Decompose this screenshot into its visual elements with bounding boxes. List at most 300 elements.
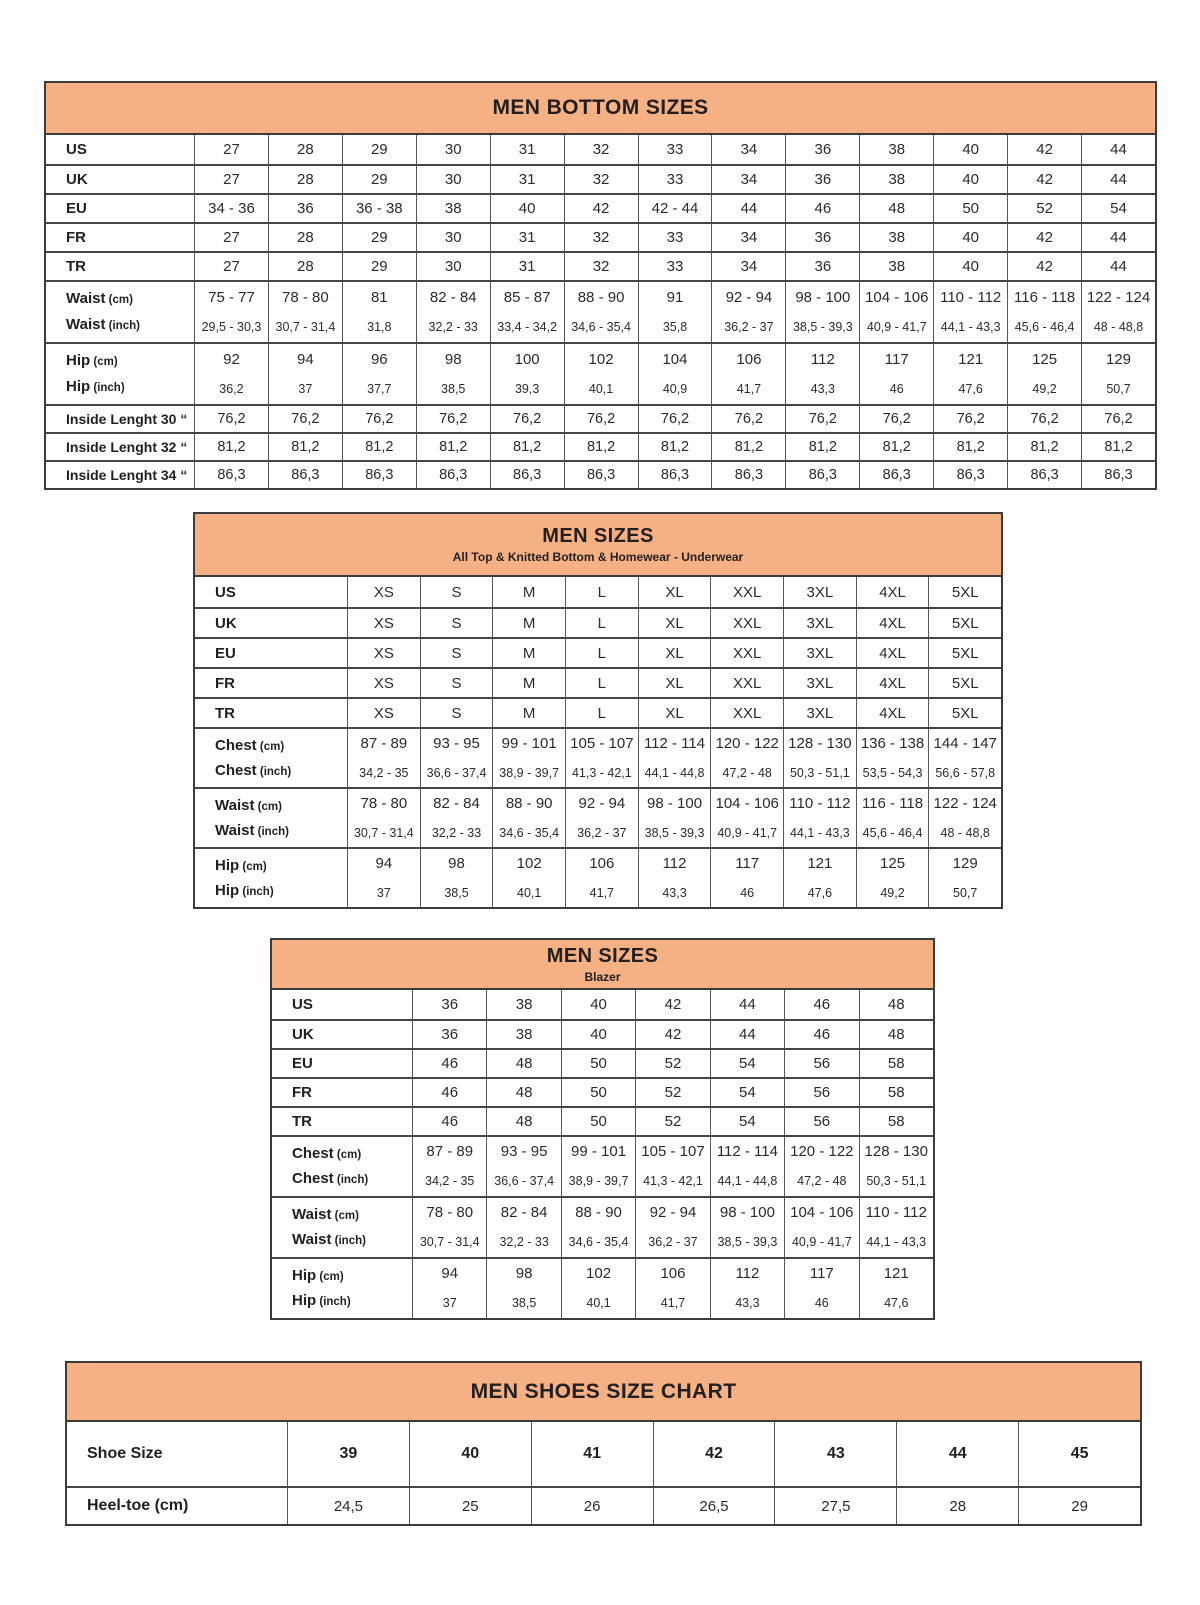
table-cell: 44	[896, 1422, 1018, 1486]
row-label-text: Inside Lenght 32 “	[66, 439, 188, 455]
table-row	[46, 460, 1155, 488]
value-cm: 112 - 114	[643, 735, 706, 752]
row-label-text: UK	[66, 171, 88, 188]
table-cell: XS	[347, 577, 420, 607]
table-row	[46, 222, 1155, 251]
value-inch: 43,3	[735, 1296, 760, 1311]
table-cell	[785, 282, 859, 342]
table-cell	[710, 849, 783, 907]
value-inch: 48 - 48,8	[940, 825, 990, 840]
row-label-line	[66, 316, 140, 334]
value-cm: 128 - 130	[864, 1143, 928, 1161]
table-cell: 38	[859, 135, 933, 164]
table-cell: S	[420, 609, 493, 637]
table-cell	[859, 282, 933, 342]
table-cell: S	[420, 577, 493, 607]
table-cell: 4XL	[856, 669, 929, 697]
table-cell	[486, 1259, 560, 1318]
value-cm: 82 - 84	[429, 288, 477, 306]
table-cell	[859, 344, 933, 404]
value-inch: 47,6	[807, 885, 833, 900]
table-cell: XL	[638, 669, 711, 697]
row-label	[67, 1488, 287, 1524]
table-cell: 42	[1007, 135, 1081, 164]
row-label	[195, 789, 347, 847]
row-label-text: TR	[66, 258, 86, 275]
value-inch: 38,5 - 39,3	[644, 825, 705, 840]
row-label-unit: (cm)	[254, 800, 282, 813]
table-cell	[638, 729, 711, 787]
table-body	[272, 990, 933, 1318]
value-inch: 44,1 - 43,3	[866, 1235, 927, 1250]
table-cell	[928, 729, 1001, 787]
value-cm: 106	[660, 1265, 686, 1283]
row-label-text: Waist	[215, 796, 255, 814]
table-cell: 40	[561, 1021, 635, 1048]
table-cell: 31	[490, 135, 564, 164]
table-cell: 48	[486, 1050, 560, 1077]
table-cell: XXL	[710, 639, 783, 667]
table-cell	[194, 282, 268, 342]
table-cell: 36	[412, 990, 486, 1019]
value-inch: 34,6 - 35,4	[499, 825, 560, 840]
table-row	[67, 1486, 1140, 1524]
table-row	[272, 1048, 933, 1077]
row-label-unit: (inch)	[316, 1296, 351, 1309]
table-cell: 38	[416, 195, 490, 222]
value-inch: 34,2 - 35	[425, 1174, 475, 1189]
table-cell: 48	[859, 990, 933, 1019]
value-inch: 38,5	[441, 382, 466, 396]
value-inch: 38,9 - 39,7	[499, 765, 560, 780]
table-cell	[635, 1137, 709, 1196]
table-cell: 28	[268, 224, 342, 251]
table-cell: 44	[1081, 135, 1155, 164]
row-label-unit: (cm)	[105, 294, 133, 306]
value-inch: 41,3 - 42,1	[571, 765, 632, 780]
row-label	[272, 1021, 412, 1048]
value-cm: 102	[588, 350, 614, 368]
row-label-unit: (cm)	[90, 356, 118, 368]
table-row	[46, 342, 1155, 404]
value-cm: 88 - 90	[575, 1204, 622, 1222]
table-cell: 34	[711, 253, 785, 280]
value-inch: 36,2 - 37	[577, 825, 627, 840]
row-label-text: FR	[66, 229, 86, 246]
table-cell: 33	[638, 166, 712, 193]
table-cell: 27	[194, 224, 268, 251]
row-label	[46, 282, 194, 342]
row-label-text: US	[215, 583, 236, 601]
value-cm: 99 - 101	[501, 735, 557, 752]
value-inch: 30,7 - 31,4	[353, 825, 414, 840]
value-inch: 40,9 - 41,7	[717, 825, 778, 840]
table-cell	[342, 282, 416, 342]
table-cell: 54	[710, 1079, 784, 1106]
table-cell: 48	[486, 1079, 560, 1106]
row-label-text: Waist	[66, 316, 106, 333]
value-cm: 112 - 114	[716, 1143, 778, 1161]
row-label	[195, 639, 347, 667]
table-cell: 54	[710, 1108, 784, 1135]
value-inch: 43,3	[810, 382, 835, 396]
value-inch: 47,6	[958, 382, 983, 396]
table-cell: 43	[774, 1422, 896, 1486]
value-cm: 78 - 80	[360, 795, 408, 812]
row-label-text: UK	[215, 614, 237, 632]
row-label-unit: (inch)	[256, 765, 292, 778]
table-cell: 27	[194, 253, 268, 280]
table-cell: 40	[490, 195, 564, 222]
table-cell	[859, 1137, 933, 1196]
table-row	[272, 1106, 933, 1135]
value-inch: 38,5 - 39,3	[792, 320, 853, 334]
table-row	[46, 164, 1155, 193]
table-body	[46, 135, 1155, 488]
row-label	[272, 1198, 412, 1257]
row-label-line	[215, 822, 289, 840]
table-cell: 54	[710, 1050, 784, 1077]
row-label	[195, 669, 347, 697]
value-cm: 98 - 100	[647, 795, 703, 812]
value-cm: 112	[810, 350, 835, 368]
row-label-line	[292, 1292, 351, 1310]
table-title: MEN SIZES	[542, 525, 654, 547]
table-row	[272, 1077, 933, 1106]
value-inch: 53,5 - 54,3	[862, 765, 923, 780]
value-inch: 41,7	[589, 885, 615, 900]
row-label	[272, 1108, 412, 1135]
value-inch: 45,6 - 46,4	[1014, 320, 1075, 334]
value-cm: 104 - 106	[790, 1204, 854, 1222]
value-inch: 36,2 - 37	[724, 320, 774, 334]
value-inch: 44,1 - 43,3	[940, 320, 1001, 334]
value-cm: 136 - 138	[860, 735, 925, 752]
value-inch: 40,1	[586, 1296, 611, 1311]
table-cell: 29	[342, 135, 416, 164]
value-inch: 46	[814, 1296, 829, 1311]
row-label-text: Hip	[215, 881, 240, 899]
table-cell	[412, 1259, 486, 1318]
table-cell: 50	[561, 1108, 635, 1135]
value-cm: 94	[441, 1265, 459, 1283]
value-inch: 35,8	[662, 320, 688, 334]
row-label-text: FR	[292, 1084, 312, 1101]
table-cell: 58	[859, 1108, 933, 1135]
table-cell: 29	[342, 253, 416, 280]
table-cell: 76,2	[711, 406, 785, 432]
table-cell: 30	[416, 166, 490, 193]
row-label-line	[66, 290, 133, 308]
value-inch: 38,5 - 39,3	[717, 1235, 778, 1250]
table-cell: 5XL	[928, 669, 1001, 697]
value-cm: 117	[735, 855, 760, 872]
table-cell	[490, 282, 564, 342]
table-cell	[420, 849, 493, 907]
table-cell: 81,2	[268, 434, 342, 460]
table-cell: 81,2	[859, 434, 933, 460]
value-inch: 37	[376, 885, 391, 900]
table-cell: 30	[416, 253, 490, 280]
value-inch: 32,2 - 33	[428, 320, 478, 334]
table-row	[46, 432, 1155, 460]
table-cell: XS	[347, 639, 420, 667]
row-label-unit: (cm)	[331, 1209, 359, 1222]
table-cell: 42	[564, 195, 638, 222]
row-label	[272, 1050, 412, 1077]
table-cell	[783, 789, 856, 847]
table-cell: 76,2	[859, 406, 933, 432]
table-cell: S	[420, 669, 493, 697]
table-cell: 86,3	[711, 462, 785, 488]
row-label-text: EU	[66, 200, 87, 217]
table-cell: 36	[785, 166, 859, 193]
value-inch: 36,2	[219, 382, 244, 396]
value-cm: 93 - 95	[433, 735, 480, 752]
table-cell	[856, 789, 929, 847]
value-cm: 98 - 100	[795, 288, 851, 306]
table-cell: 42	[635, 1021, 709, 1048]
row-label	[67, 1422, 287, 1486]
table-cell: 76,2	[638, 406, 712, 432]
table-cell: 36	[785, 224, 859, 251]
table-cell: 4XL	[856, 577, 929, 607]
table-cell: 42 - 44	[638, 195, 712, 222]
value-inch: 37,7	[367, 382, 392, 396]
table-cell	[785, 344, 859, 404]
value-inch: 43,3	[662, 885, 687, 900]
value-cm: 82 - 84	[433, 795, 480, 812]
table-cell: 86,3	[194, 462, 268, 488]
value-cm: 125	[880, 855, 906, 872]
table-cell	[268, 282, 342, 342]
row-label	[46, 195, 194, 222]
row-label-unit: (cm)	[256, 740, 285, 753]
table-cell: 81,2	[638, 434, 712, 460]
value-inch: 36,6 - 37,4	[426, 765, 487, 780]
value-cm: 144 - 147	[933, 735, 997, 752]
table-cell: 29	[1018, 1488, 1140, 1524]
value-inch: 47,6	[884, 1296, 909, 1311]
value-inch: 36,6 - 37,4	[494, 1174, 555, 1189]
table-cell: 44	[1081, 224, 1155, 251]
table-cell: 34	[711, 224, 785, 251]
table-title: MEN SIZES	[546, 944, 659, 967]
table-cell: 36 - 38	[342, 195, 416, 222]
table-cell	[342, 344, 416, 404]
table-cell: 30	[416, 224, 490, 251]
value-inch: 40,9 - 41,7	[866, 320, 927, 334]
table-cell: 86,3	[268, 462, 342, 488]
value-inch: 40,9 - 41,7	[791, 1235, 852, 1250]
table-cell: M	[492, 577, 565, 607]
value-inch: 48 - 48,8	[1093, 320, 1144, 334]
table-cell	[561, 1137, 635, 1196]
row-label	[46, 462, 194, 488]
table-cell: 34	[711, 166, 785, 193]
row-label-unit: (cm)	[333, 1148, 362, 1161]
table-title: MEN SHOES SIZE CHART	[470, 1379, 737, 1403]
table-cell: 32	[564, 224, 638, 251]
table-cell: 52	[635, 1108, 709, 1135]
table-cell: 56	[784, 1079, 858, 1106]
value-inch: 44,1 - 43,3	[789, 825, 850, 840]
value-cm: 98	[515, 1265, 533, 1283]
table-row	[272, 990, 933, 1019]
value-inch: 46	[889, 382, 904, 396]
table-cell: 81,2	[1007, 434, 1081, 460]
value-cm: 112	[662, 855, 687, 872]
row-label	[195, 609, 347, 637]
row-label	[195, 729, 347, 787]
table-cell: 36	[785, 253, 859, 280]
table-cell: 27	[194, 135, 268, 164]
table-cell: 44	[711, 195, 785, 222]
value-cm: 110 - 112	[789, 795, 851, 812]
table-cell: 30	[416, 135, 490, 164]
row-label-text: Chest	[292, 1170, 334, 1188]
table-cell: 26,5	[653, 1488, 775, 1524]
table-cell: M	[492, 699, 565, 727]
table-cell: 40	[561, 990, 635, 1019]
table-cell: 76,2	[933, 406, 1007, 432]
value-cm: 98 - 100	[719, 1204, 775, 1222]
table-cell: 56	[784, 1050, 858, 1077]
table-cell: 3XL	[783, 639, 856, 667]
table-cell: 5XL	[928, 639, 1001, 667]
row-label-line	[215, 762, 291, 780]
value-inch: 32,2 - 33	[431, 825, 482, 840]
table-cell: 29	[342, 166, 416, 193]
table-cell: 86,3	[342, 462, 416, 488]
row-label-text: Chest	[292, 1144, 334, 1162]
table-cell: L	[565, 639, 638, 667]
table-cell	[638, 789, 711, 847]
table-cell	[565, 789, 638, 847]
table-cell: 36	[412, 1021, 486, 1048]
row-label-text: Inside Lenght 30 “	[66, 411, 188, 427]
table-cell: XL	[638, 699, 711, 727]
table-cell	[268, 344, 342, 404]
men-top-sizes-table	[193, 512, 1003, 909]
row-label-unit: (inch)	[239, 885, 274, 898]
row-label-text: Waist	[292, 1231, 332, 1249]
men-blazer-sizes-table	[270, 938, 935, 1320]
table-cell	[710, 1259, 784, 1318]
value-cm: 81	[370, 288, 388, 306]
table-cell: 36	[268, 195, 342, 222]
row-label-text: US	[292, 996, 313, 1013]
table-cell: 28	[268, 135, 342, 164]
table-cell	[347, 849, 420, 907]
table-cell: 86,3	[859, 462, 933, 488]
table-cell: 36	[785, 135, 859, 164]
table-header	[46, 83, 1155, 135]
value-inch: 41,7	[736, 382, 762, 396]
table-cell	[565, 849, 638, 907]
value-inch: 31,8	[367, 320, 392, 334]
table-cell: M	[492, 639, 565, 667]
value-inch: 37	[442, 1296, 457, 1311]
table-cell: 38	[859, 253, 933, 280]
table-body	[195, 577, 1001, 907]
table-cell: 4XL	[856, 609, 929, 637]
table-cell: 76,2	[416, 406, 490, 432]
row-label-text: EU	[215, 644, 236, 662]
table-cell: 86,3	[785, 462, 859, 488]
table-row	[195, 697, 1001, 727]
table-cell	[928, 849, 1001, 907]
value-cm: 105 - 107	[641, 1143, 705, 1161]
table-cell	[783, 729, 856, 787]
table-cell: 5XL	[928, 699, 1001, 727]
row-label-line	[215, 857, 267, 875]
table-header	[272, 940, 933, 990]
value-inch: 50,7	[953, 885, 978, 900]
value-cm: 94	[375, 855, 393, 872]
table-cell: 76,2	[194, 406, 268, 432]
table-cell: 33	[638, 253, 712, 280]
value-inch: 47,2 - 48	[722, 765, 772, 780]
table-cell	[638, 282, 712, 342]
table-cell: 50	[561, 1050, 635, 1077]
row-label	[272, 1079, 412, 1106]
value-inch: 41,3 - 42,1	[643, 1174, 703, 1189]
table-cell	[416, 344, 490, 404]
table-cell	[784, 1137, 858, 1196]
table-cell: 39	[287, 1422, 409, 1486]
table-cell: 50	[561, 1079, 635, 1106]
table-cell: 40	[409, 1422, 531, 1486]
table-cell: 41	[531, 1422, 653, 1486]
value-inch: 40,9	[662, 382, 688, 396]
table-row	[195, 847, 1001, 907]
table-cell	[565, 729, 638, 787]
table-cell: 58	[859, 1079, 933, 1106]
value-inch: 36,2 - 37	[648, 1235, 698, 1250]
value-cm: 125	[1032, 350, 1058, 368]
table-cell	[486, 1198, 560, 1257]
table-cell: 86,3	[490, 462, 564, 488]
table-cell: 32	[564, 135, 638, 164]
table-cell: 81,2	[1081, 434, 1155, 460]
value-inch: 44,1 - 44,8	[644, 765, 705, 780]
value-inch: 29,5 - 30,3	[201, 320, 262, 334]
table-cell: 42	[1007, 166, 1081, 193]
value-cm: 99 - 101	[571, 1143, 627, 1161]
table-cell: L	[565, 609, 638, 637]
table-cell	[416, 282, 490, 342]
value-cm: 122 - 124	[933, 795, 997, 812]
table-cell: 32	[564, 253, 638, 280]
table-cell: 81,2	[342, 434, 416, 460]
table-row	[46, 404, 1155, 432]
value-cm: 102	[516, 855, 542, 872]
table-cell: 4XL	[856, 639, 929, 667]
value-cm: 75 - 77	[208, 288, 255, 306]
row-label-text: Hip	[66, 378, 91, 395]
table-cell: XXL	[710, 609, 783, 637]
value-cm: 104 - 106	[715, 795, 779, 812]
table-cell: 81,2	[416, 434, 490, 460]
table-cell	[711, 344, 785, 404]
table-cell: 56	[784, 1108, 858, 1135]
row-label-text: Waist	[66, 290, 106, 307]
value-inch: 34,6 - 35,4	[568, 1235, 629, 1250]
row-label	[46, 166, 194, 193]
table-cell: 33	[638, 135, 712, 164]
table-cell: 45	[1018, 1422, 1140, 1486]
